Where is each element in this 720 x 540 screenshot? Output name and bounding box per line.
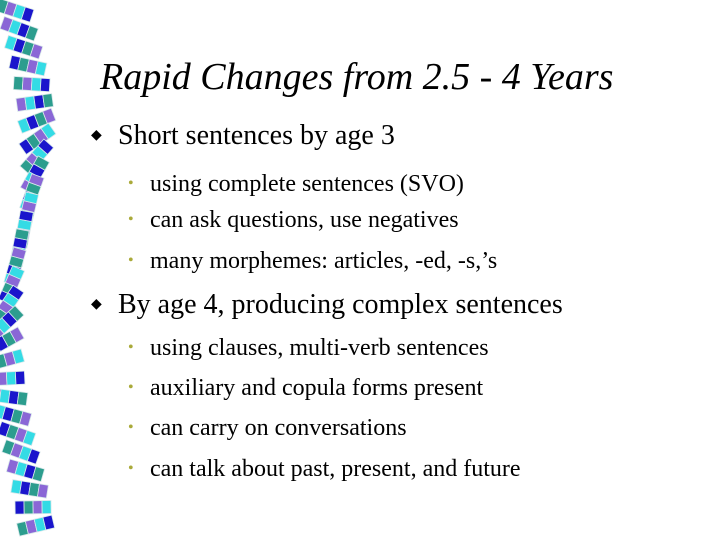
diamond-bullet-icon: ◆ [91, 128, 102, 143]
dot-bullet-icon: • [128, 252, 134, 269]
ribbon-segment [22, 77, 32, 91]
list-item: using complete sentences (SVO) [150, 171, 464, 197]
ribbon-slat [16, 94, 53, 112]
ribbon-segment [37, 484, 48, 498]
list-item: can talk about past, present, and future [150, 456, 521, 482]
ribbon-slat [15, 500, 51, 514]
ribbon-slat [0, 371, 25, 386]
ribbon-segment [24, 501, 33, 514]
slide-title: Rapid Changes from 2.5 - 4 Years [100, 56, 614, 98]
list-item: auxiliary and copula forms present [150, 375, 484, 401]
ribbon-segment [33, 501, 42, 514]
ribbon-slat [17, 515, 55, 536]
ribbon-segment [6, 372, 16, 385]
diamond-bullet-icon: ◆ [91, 297, 102, 312]
dot-bullet-icon: • [128, 379, 134, 396]
ribbon-segment [43, 94, 54, 108]
section-heading-age4: By age 4, producing complex sentences [118, 289, 563, 320]
ribbon-segment [0, 372, 7, 385]
ribbon-slat [6, 459, 44, 481]
dot-bullet-icon: • [128, 175, 134, 192]
dot-bullet-icon: • [128, 419, 134, 436]
ribbon-segment [15, 371, 25, 384]
ribbon-slat [4, 35, 42, 59]
ribbon-segment [31, 78, 41, 92]
list-item: can carry on conversations [150, 415, 407, 441]
ribbon-segment [15, 229, 29, 240]
ribbon-slat [11, 480, 49, 499]
ribbon-slat [13, 76, 50, 91]
dot-bullet-icon: • [128, 460, 134, 477]
ribbon-slat [9, 55, 47, 75]
list-item: many morphemes: articles, -ed, -s,’s [150, 248, 498, 274]
list-item: can ask questions, use negatives [150, 207, 459, 233]
ribbon-segment [13, 76, 23, 90]
dot-bullet-icon: • [128, 339, 134, 356]
dot-bullet-icon: • [128, 211, 134, 228]
ribbon-slat [0, 388, 28, 406]
ribbon-segment [42, 500, 51, 513]
ribbon-slat [0, 16, 38, 41]
ribbon-segment [19, 210, 33, 221]
ribbon-segment [40, 78, 50, 92]
ribbon-segment [15, 501, 24, 514]
ribbon-slat [2, 440, 40, 464]
list-item: using clauses, multi-verb sentences [150, 335, 489, 361]
ribbon-slat [0, 349, 24, 371]
ribbon-segment [17, 392, 28, 406]
section-heading-age3: Short sentences by age 3 [118, 120, 395, 151]
